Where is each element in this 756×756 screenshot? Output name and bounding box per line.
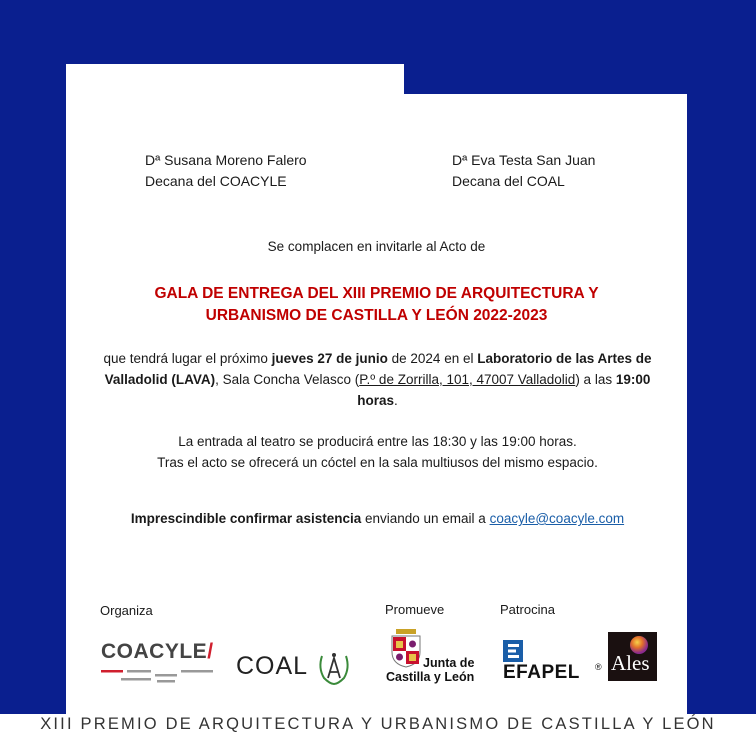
event-title-line2: URBANISMO DE CASTILLA Y LEÓN 2022-2023 — [205, 307, 548, 324]
coacyle-logo-bars — [101, 668, 216, 684]
event-venue: Laboratorio de las Artes de Valladolid (LAVA) — [104, 351, 652, 387]
details-text-4: ) a las — [575, 372, 616, 387]
junta-logo — [385, 628, 485, 686]
event-address[interactable]: P.º de Zorrilla, 101, 47007 Valladolid — [359, 372, 576, 387]
label-patrocina: Patrocina — [500, 602, 555, 617]
efapel-trademark: ® — [595, 662, 602, 672]
details-text-3: , Sala Concha Velasco ( — [215, 372, 360, 387]
intro-text: Se complacen en invitarle al Acto de — [267, 239, 486, 254]
label-organiza: Organiza — [100, 603, 153, 618]
event-details — [100, 348, 655, 411]
efapel-logo — [503, 640, 603, 685]
rsvp-bold: Imprescindible confirmar asistencia — [130, 511, 362, 526]
event-title — [66, 283, 687, 327]
details-text-1: que tendrá lugar el próximo — [103, 351, 272, 366]
entry-info — [100, 431, 655, 473]
rsvp — [100, 508, 655, 529]
signatory-right-role: Decana del COAL — [452, 173, 565, 189]
background-notch — [404, 64, 688, 94]
junta-shield-icon — [389, 628, 423, 668]
coal-logo-text: COAL — [236, 652, 309, 680]
signatory-left-role: Decana del COACYLE — [145, 173, 287, 189]
ales-logo-text: Ales — [611, 651, 650, 675]
signatory-left-name: Dª Susana Moreno Falero — [145, 152, 307, 168]
label-promueve: Promueve — [385, 602, 445, 617]
details-text-2: de 2024 en el — [387, 351, 478, 366]
entry-line1: La entrada al teatro se producirá entre las 18:30 y las 19:00 horas. — [178, 434, 577, 449]
ales-logo — [608, 632, 657, 681]
coal-logo — [236, 652, 354, 692]
signatory-right-name: Dª Eva Testa San Juan — [452, 152, 596, 168]
event-date: jueves 27 de junio — [271, 351, 388, 366]
junta-line1: Junta de — [423, 656, 475, 670]
efapel-mark-icon — [503, 640, 523, 662]
coal-emblem-icon — [316, 648, 352, 686]
rsvp-text: enviando un email a — [361, 511, 490, 526]
event-title-line1: GALA DE ENTREGA DEL XIII PREMIO DE ARQUITECTURA Y — [154, 285, 599, 302]
details-text-5: . — [394, 393, 398, 408]
efapel-logo-text: EFAPEL — [503, 662, 580, 683]
entry-line2: Tras el acto se ofrecerá un cóctel en la sala multiusos del mismo espacio. — [157, 455, 598, 470]
footer-title: XIII PREMIO DE ARQUITECTURA Y URBANISMO DE CASTILLA Y LEÓN — [40, 715, 716, 733]
coacyle-logo: COACYLE/ — [101, 640, 216, 685]
junta-line2: Castilla y León — [386, 670, 475, 684]
event-time: 19:00 horas — [357, 372, 651, 408]
coacyle-logo-text: COACYLE — [101, 640, 208, 663]
rsvp-email-link[interactable]: coacyle@coacyle.com — [489, 511, 625, 526]
